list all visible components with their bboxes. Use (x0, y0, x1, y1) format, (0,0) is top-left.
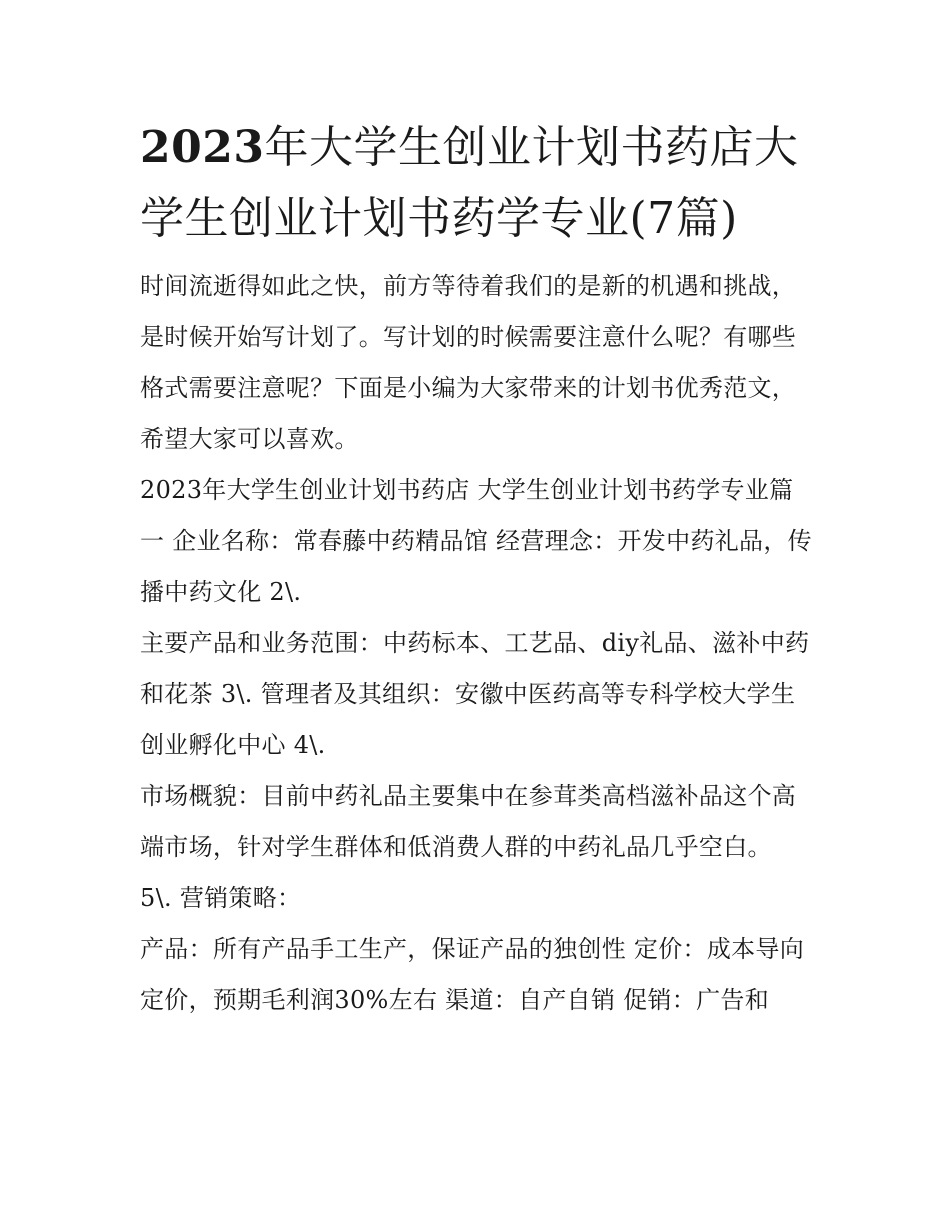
document-page (140, 112, 815, 1026)
section-heading-paragraph: 2023年大学生创业计划书药店 大学生创业计划书药学专业篇一 企业名称：常春藤中药精品馆 经营理念：开发中药礼品，传播中药文化 2\. (140, 476, 812, 606)
intro-paragraph: 时间流逝得如此之快，前方等待着我们的是新的机遇和挑战，是时候开始写计划了。写计划的时候需要注意什么呢？有哪些格式需要注意呢？下面是小编为大家带来的计划书优秀范文，希望大家可以喜欢。 (140, 272, 797, 453)
title-year: 2023 (140, 122, 265, 173)
products-paragraph: 主要产品和业务范围：中药标本、工艺品、diy礼品、滋补中药和花茶 3\. 管理者及其组织：安徽中医药高等专科学校大学生创业孵化中心 4\. (140, 629, 810, 759)
marketing-paragraph: 产品：所有产品手工生产，保证产品的独创性 定价：成本导向定价，预期毛利润30%左右 渠道：自产自销 促销：广告和 (140, 935, 805, 1014)
marketing-heading: 5\. 营销策略： (140, 884, 302, 912)
market-paragraph: 市场概貌：目前中药礼品主要集中在参茸类高档滋补品这个高端市场，针对学生群体和低消费人群的中药礼品几乎空白。 (140, 782, 797, 861)
document-title (140, 112, 815, 254)
title-text: 年大学生创业计划书药店大学生创业计划书药学专业(7篇) (140, 122, 799, 244)
